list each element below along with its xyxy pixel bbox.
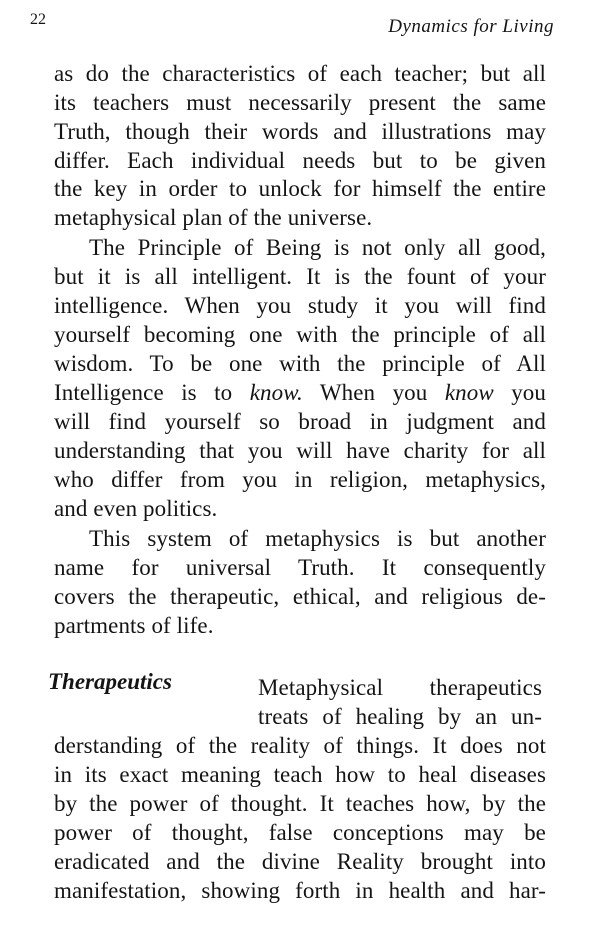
text-run: When you xyxy=(302,380,445,405)
text-line: by the power of thought. It teaches how, by the xyxy=(54,791,546,816)
emphasis-text: know. xyxy=(249,380,303,405)
text-line: derstanding of the reality of things. It does not xyxy=(54,733,546,758)
text-line: Metaphysical therapeutics xyxy=(258,675,542,700)
text-line: in its exact meaning teach how to heal diseases xyxy=(54,762,546,787)
emphasis-text: know xyxy=(444,380,494,405)
text-line: as do the characteristics of each teacher; but all xyxy=(54,61,546,86)
text-line: will find yourself so broad in judgment and xyxy=(54,409,546,434)
text-line: but it is all intelligent. It is the fount of your xyxy=(54,264,546,289)
text-line: yourself becoming one with the principle of all xyxy=(54,322,546,347)
text-line: differ. Each individual needs but to be given xyxy=(54,148,546,173)
text-line: The Principle of Being is not only all good, xyxy=(89,235,546,260)
text-line: This system of metaphysics is but another xyxy=(89,526,546,551)
text-line: treats of healing by an un- xyxy=(258,704,542,729)
text-line: metaphysical plan of the universe. xyxy=(54,205,373,230)
text-line: and even politics. xyxy=(54,496,218,521)
text-run: Intelligence is to xyxy=(54,380,250,405)
text-line: who differ from you in religion, metaphysics, xyxy=(54,467,546,492)
text-run: you xyxy=(493,380,547,405)
text-line: eradicated and the divine Reality brought into xyxy=(54,849,546,874)
text-line: understanding that you will have charity for all xyxy=(54,438,546,463)
text-line: partments of life. xyxy=(54,613,214,638)
text-line: manifestation, showing forth in health and har- xyxy=(54,878,546,903)
text-line: covers the therapeutic, ethical, and religious de- xyxy=(54,584,546,609)
text-line: the key in order to unlock for himself the entire xyxy=(54,176,546,201)
page-number: 22 xyxy=(30,11,46,28)
text-line-mixed xyxy=(54,379,546,407)
text-line: intelligence. When you study it you will find xyxy=(54,293,546,318)
text-line: its teachers must necessarily present the same xyxy=(54,90,546,115)
text-line: power of thought, false conceptions may be xyxy=(54,820,546,845)
text-line: wisdom. To be one with the principle of All xyxy=(54,351,546,376)
text-line: Truth, though their words and illustrations may xyxy=(54,119,546,144)
text-line: name for universal Truth. It consequently xyxy=(54,555,546,580)
section-heading: Therapeutics xyxy=(48,669,172,694)
running-title: Dynamics for Living xyxy=(388,16,554,37)
